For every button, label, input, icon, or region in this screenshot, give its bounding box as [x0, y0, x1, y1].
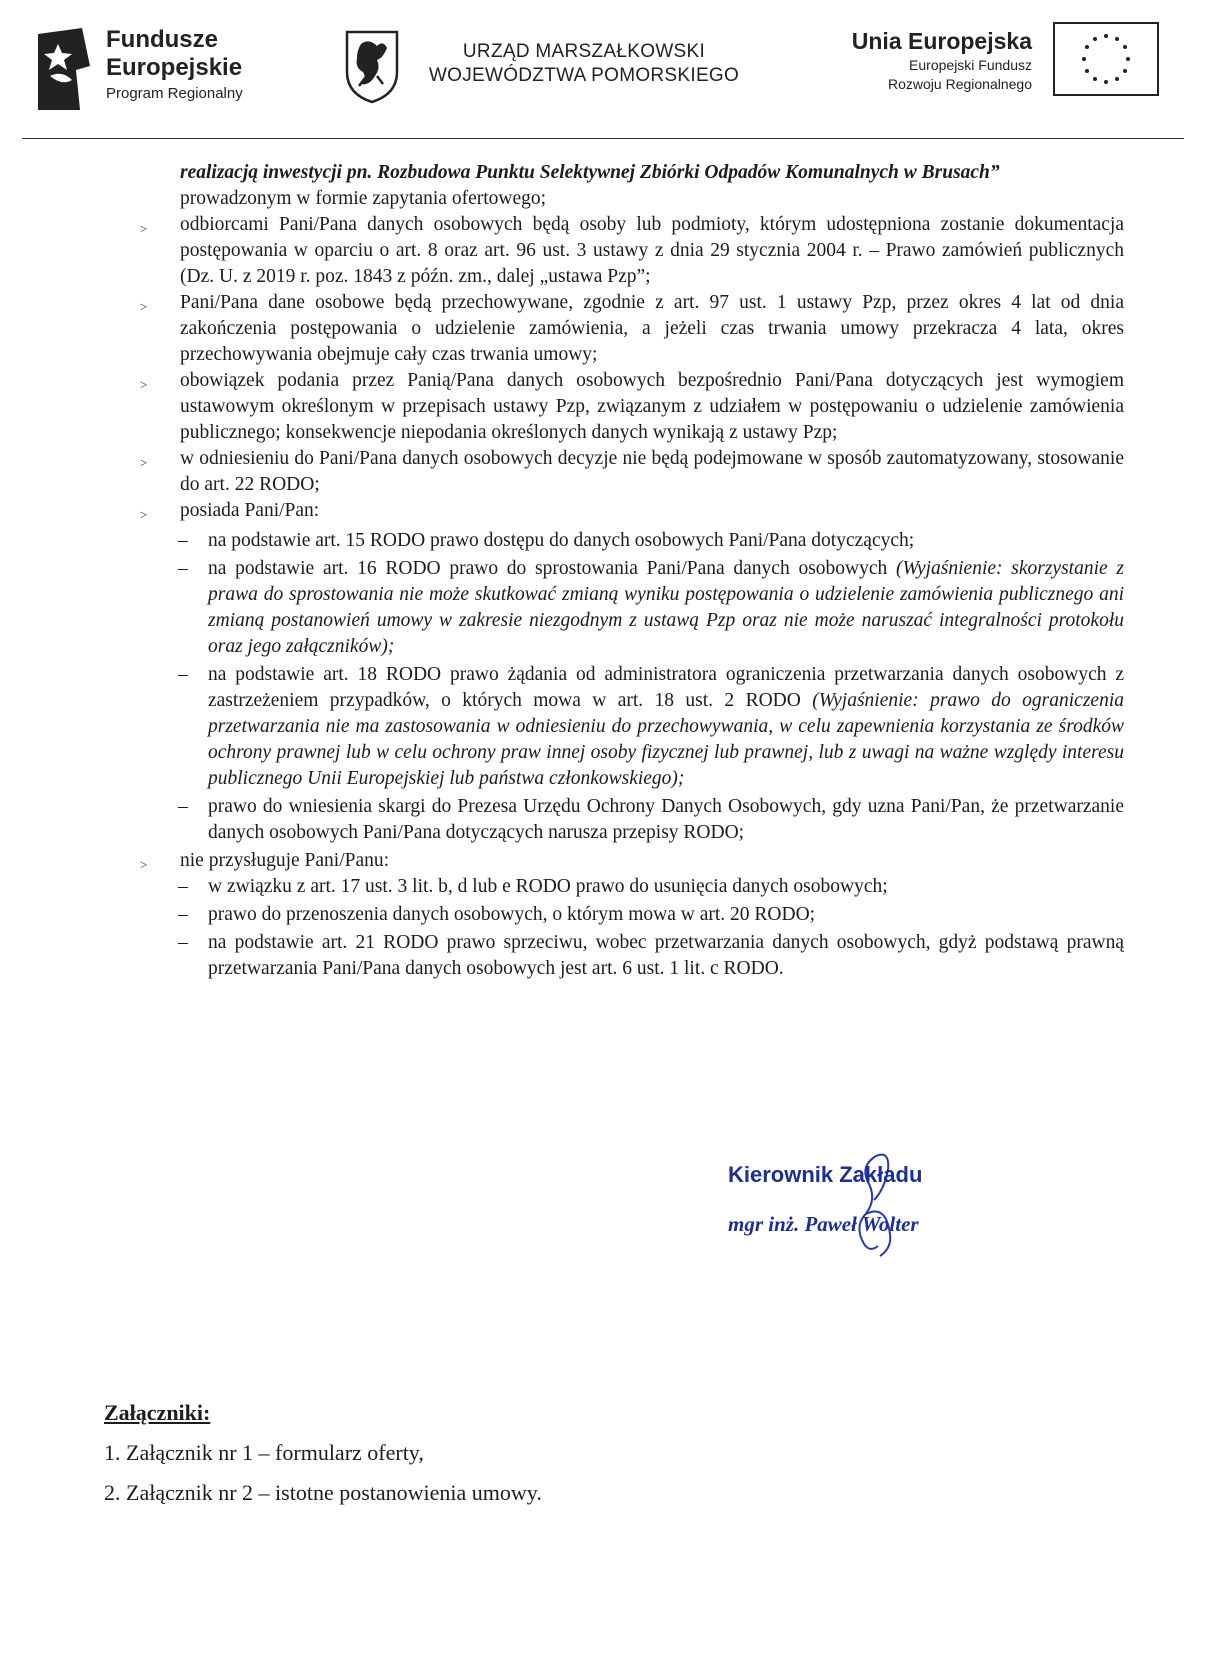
- pomorskie-crest-icon: [343, 28, 401, 104]
- no-right-erasure: [178, 874, 1124, 900]
- rights-label: posiada Pani/Pan:: [180, 500, 320, 521]
- dash-marker: –: [178, 558, 188, 579]
- dash-marker: –: [178, 904, 188, 925]
- right-art16: [178, 556, 1124, 660]
- lead-paragraph: [180, 160, 1124, 212]
- dash-marker: –: [178, 876, 188, 897]
- bullet-marker: >: [140, 377, 148, 392]
- right-explanation: (Wyjaśnienie: prawo do ograniczenia przetwarzania nie ma zastosowania w odniesieniu do przechowywania, w celu zapewnienia korzystania ze środków ochrony prawnej lub w celu ochrony praw innej osoby fizycznej lub prawnej, lub z uwagi na ważne względy interesu publicznego Unii Europejskiej lub państwa członkowskiego);: [208, 690, 1125, 789]
- no-right-text: na podstawie art. 21 RODO prawo sprzeciwu, wobec przetwarzania danych osobowych, gdyż podstawą prawną przetwarzania Pani/Pana danych osobowych jest art. 6 ust. 1 lit. c RODO.: [208, 932, 1124, 979]
- bullet-marker: >: [140, 857, 148, 872]
- bullet-no-rights: [140, 848, 1124, 874]
- dash-marker: –: [178, 796, 188, 817]
- fe-line3: Program Regionalny: [106, 85, 243, 102]
- attachments-section: [104, 1393, 542, 1513]
- dash-marker: –: [178, 932, 188, 953]
- signatory-name: mgr inż. Paweł Wolter: [728, 1212, 919, 1236]
- fe-line1: Fundusze: [106, 26, 218, 53]
- no-rights-list: [180, 874, 1124, 982]
- right-text: na podstawie art. 16 RODO prawo do sprostowania Pani/Pana danych osobowych: [208, 558, 897, 579]
- right-text: na podstawie art. 18 RODO prawo żądania od administratora ograniczenia przetwarzania danych osobowych z zastrzeżeniem przypadków, o których mowa w art. 18 ust. 2 RODO: [208, 664, 1124, 711]
- bullet-marker: >: [140, 455, 148, 470]
- bullet-marker: >: [140, 507, 148, 522]
- um-line2: WOJEWÓDZTWA POMORSKIEGO: [428, 65, 740, 86]
- right-text: prawo do wniesienia skargi do Prezesa Urzędu Ochrony Danych Osobowych, gdy uzna Pani/Pan, że przetwarzanie danych osobowych Pani/Pana dotyczących narusza przepisy RODO;: [208, 796, 1124, 843]
- unia-europejska-text: [800, 26, 1032, 94]
- bullet-text: odbiorcami Pani/Pana danych osobowych będą osoby lub podmioty, którym udostępniona zostanie dokumentacja postępowania w oparciu o art. 8 oraz art. 96 ust. 3 ustawy z dnia 29 stycznia 2004 r. – Prawo zamówień publicznych (Dz. U. z 2019 r. poz. 1843 z późn. zm., dalej „ustawa Pzp”;: [180, 214, 1124, 287]
- no-right-text: w związku z art. 17 ust. 3 lit. b, d lub e RODO prawo do usunięcia danych osobowych;: [208, 876, 888, 897]
- no-right-objection: [178, 930, 1124, 982]
- lead-rest: prowadzonym w formie zapytania ofertowego;: [180, 188, 547, 209]
- attachments-heading: Załączniki:: [104, 1400, 211, 1425]
- bullet-marker: >: [140, 221, 148, 236]
- no-rights-label: nie przysługuje Pani/Panu:: [180, 850, 390, 871]
- investment-name: realizacją inwestycji pn. Rozbudowa Punktu Selektywnej Zbiórki Odpadów Komunalnych w Brusach”: [180, 162, 1000, 183]
- no-right-portability: [178, 902, 1124, 928]
- bullet-marker: >: [140, 299, 148, 314]
- fundusze-europejskie-logo-icon: [36, 26, 92, 112]
- bullet-recipients: [140, 212, 1124, 290]
- fe-line2: Europejskie: [106, 54, 243, 81]
- ue-sub1: Europejski Fundusz: [909, 57, 1032, 73]
- bullet-text: obowiązek podania przez Panią/Pana danych osobowych bezpośrednio Pani/Pana dotyczących jest wymogiem ustawowym określonym w przepisach ustawy Pzp, związanym z udziałem w postępowaniu o udzielenie zamówienia publicznego; konsekwencje niepodania określonych danych wynikają z ustawy Pzp;: [180, 370, 1124, 443]
- dash-marker: –: [178, 664, 188, 685]
- urzad-marszalkowski-text: [408, 40, 760, 88]
- right-art18: [178, 662, 1125, 792]
- dash-marker: –: [178, 530, 188, 551]
- bullet-obligation: [140, 368, 1124, 446]
- ue-title: Unia Europejska: [851, 28, 1032, 54]
- eu-flag-icon: [1053, 22, 1159, 96]
- right-complaint: [178, 794, 1124, 846]
- bullet-text: w odniesieniu do Pani/Pana danych osobowych decyzje nie będą podejmowane w sposób zautomatyzowany, stosowanie do art. 22 RODO;: [180, 448, 1124, 495]
- attachment-item: 2. Załącznik nr 2 – istotne postanowienia umowy.: [104, 1480, 542, 1505]
- right-explanation: (Wyjaśnienie: skorzystanie z prawa do sprostowania nie może skutkować zmianą wyniku postępowania o udzielenie zamówienia publicznego ani zmianą postanowień umowy w zakresie niezgodnym z ustawą Pzp oraz nie może naruszać integralności protokołu oraz jego załączników);: [208, 558, 1124, 657]
- document-body: [140, 160, 1125, 984]
- letterhead: [0, 0, 1215, 140]
- bullet-retention: [140, 290, 1124, 368]
- bullet-rights: [140, 498, 1124, 524]
- right-art15: [178, 528, 1124, 554]
- ue-sub2: Rozwoju Regionalnego: [888, 76, 1032, 92]
- bullet-text: Pani/Pana dane osobowe będą przechowywane, zgodnie z art. 97 ust. 1 ustawy Pzp, przez okres 4 lat od dnia zakończenia postępowania o udzielenie zamówienia, a jeżeli czas trwania umowy przekracza 4 lata, okres przechowywania obejmuje cały czas trwania umowy;: [180, 292, 1124, 365]
- signatory-title: Kierownik Zakładu: [728, 1162, 923, 1187]
- um-line1: URZĄD MARSZAŁKOWSKI: [462, 41, 706, 62]
- fundusze-europejskie-text: [106, 26, 243, 106]
- bullet-automated-decisions: [140, 446, 1124, 498]
- no-right-text: prawo do przenoszenia danych osobowych, o którym mowa w art. 20 RODO;: [208, 904, 816, 925]
- rights-list: [180, 528, 1124, 846]
- right-text: na podstawie art. 15 RODO prawo dostępu do danych osobowych Pani/Pana dotyczących;: [208, 530, 915, 551]
- attachment-item: 1. Załącznik nr 1 – formularz oferty,: [104, 1440, 424, 1465]
- header-divider: [22, 138, 1184, 139]
